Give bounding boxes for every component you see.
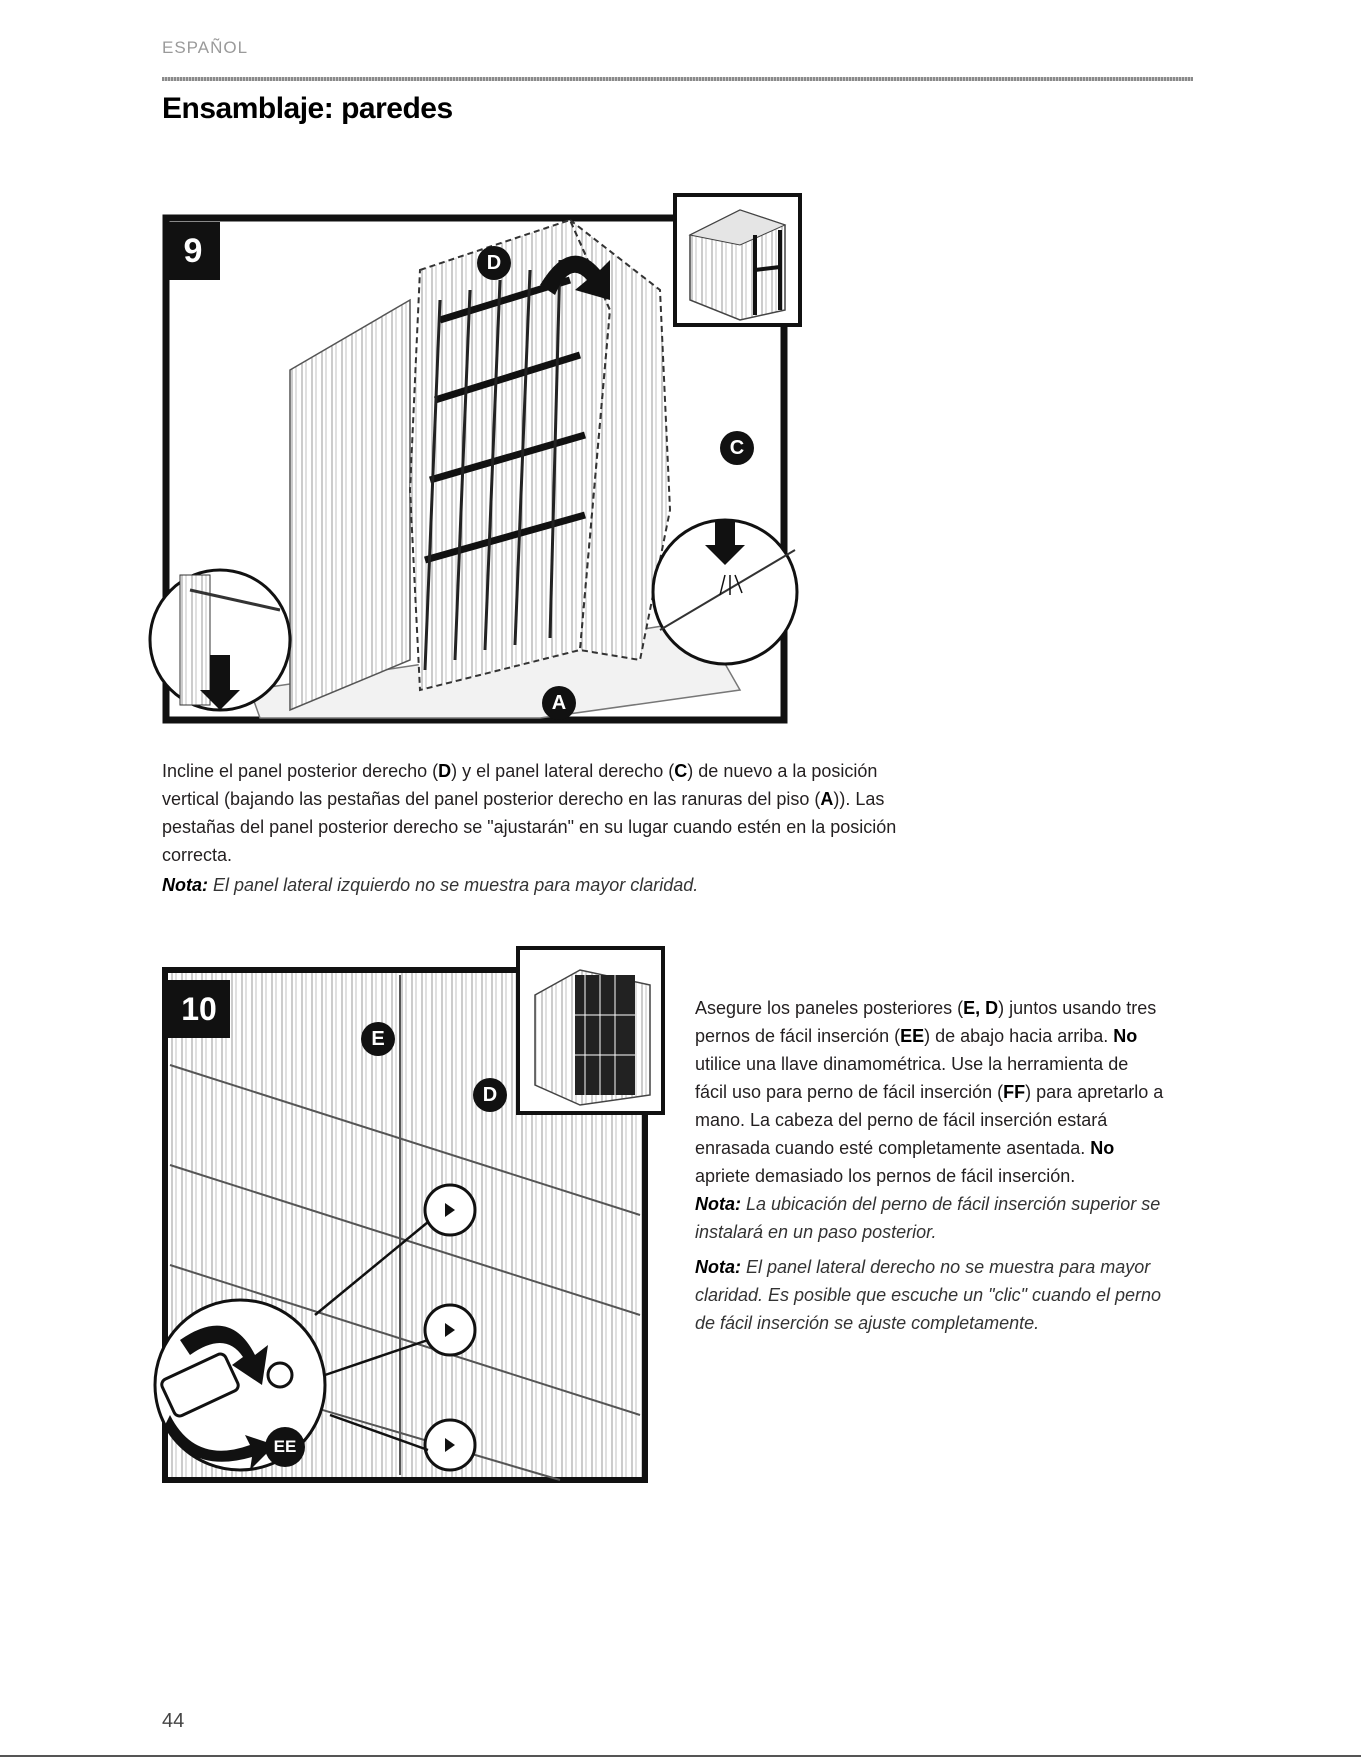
- step10-bold-part: No: [1113, 1026, 1138, 1046]
- step10-text-part: ) juntos usando tres pernos de fácil inserción (: [695, 998, 1157, 1046]
- callout-c: C: [720, 431, 754, 465]
- note-label: Nota:: [695, 1194, 741, 1214]
- step9-bold-part: C: [674, 761, 688, 781]
- page-title: Ensamblaje: paredes: [162, 92, 453, 125]
- note-text: La ubicación del perno de fácil inserción superior se instalará en un paso posterior.: [695, 1194, 1161, 1242]
- step9-text-part: Incline el panel posterior derecho (: [162, 761, 439, 781]
- left-wall-panel: [290, 300, 410, 710]
- step10-text-part: utilice una llave dinamométrica. Use la herramienta de fácil uso para perno de fácil inserción (: [695, 1054, 1129, 1102]
- step9-number: 9: [166, 222, 220, 280]
- step10-text-part: ) para apretarlo a mano. La cabeza del perno de fácil inserción estará enrasada cuando esté completamente asentada.: [695, 1082, 1164, 1158]
- step10-number: 10: [168, 980, 230, 1038]
- step9-bold-part: A: [820, 789, 834, 809]
- note-label: Nota:: [695, 1257, 741, 1277]
- page-bottom-border: [0, 1755, 1361, 1757]
- callout-a: A: [542, 686, 576, 720]
- step10-bold-part: No: [1090, 1138, 1115, 1158]
- step10-bold-part: FF: [1003, 1082, 1026, 1102]
- callout-d: D: [477, 246, 511, 280]
- step9-note: [162, 871, 910, 899]
- step10-note-1: [695, 1190, 1165, 1246]
- step9-text-part: )). Las pestañas del panel posterior derecho se "ajustarán" en su lugar cuando estén en la posición correcta.: [162, 789, 897, 865]
- step10-text-part: apriete demasiado los pernos de fácil inserción.: [695, 1166, 1076, 1186]
- step9-text-part: ) y el panel lateral derecho (: [451, 761, 675, 781]
- step10-text-part: ) de abajo hacia arriba.: [924, 1026, 1114, 1046]
- note-text: El panel lateral izquierdo no se muestra para mayor claridad.: [213, 875, 699, 895]
- step9-bold-part: D: [438, 761, 452, 781]
- callout-ee: EE: [265, 1427, 305, 1467]
- step9-figure: [140, 190, 910, 750]
- callout-d: D: [473, 1078, 507, 1112]
- step10-instructions: [695, 994, 1165, 1190]
- step10-bold-part: E, D: [963, 998, 999, 1018]
- language-label: ESPAÑOL: [162, 38, 249, 57]
- step9-instructions: [162, 757, 910, 869]
- step10-bold-part: EE: [900, 1026, 925, 1046]
- page-number: 44: [162, 1710, 185, 1732]
- step10-text-part: Asegure los paneles posteriores (: [695, 998, 964, 1018]
- callout-e: E: [361, 1022, 395, 1056]
- header-divider: [162, 77, 1193, 81]
- note-label: Nota:: [162, 875, 208, 895]
- step10-note-2: [695, 1253, 1165, 1337]
- note-text: El panel lateral derecho no se muestra para mayor claridad. Es posible que escuche un "clic" cuando el perno de fácil inserción se ajuste completamente.: [695, 1257, 1162, 1333]
- step9-text-part: ) de nuevo a la posición vertical (bajando las pestañas del panel posterior derecho en las ranuras del piso (: [162, 761, 878, 809]
